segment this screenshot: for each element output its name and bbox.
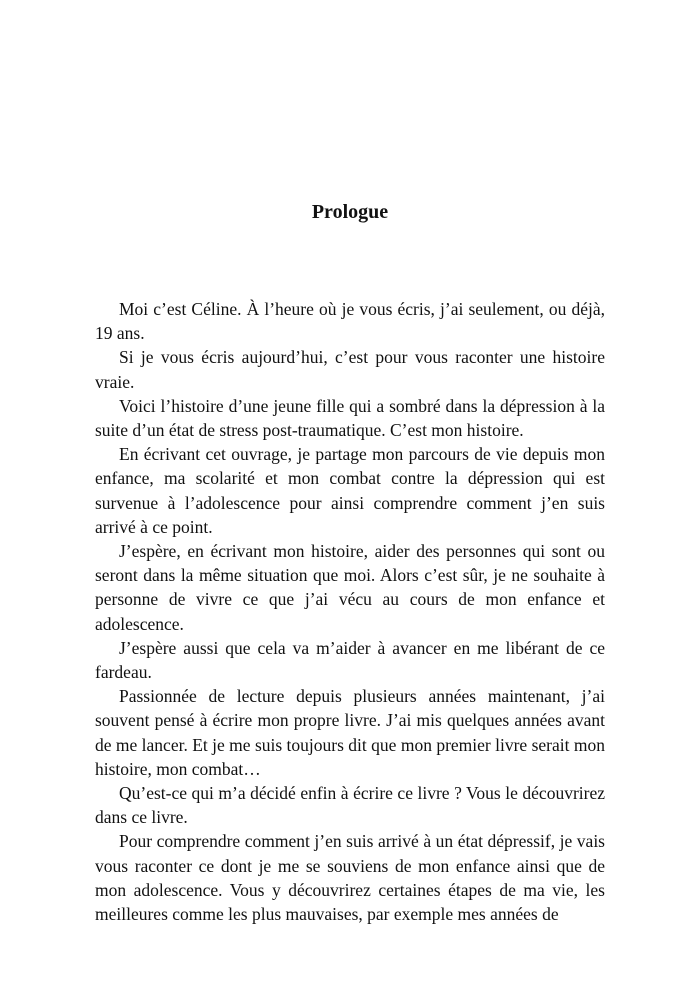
paragraph: J’espère, en écrivant mon histoire, aider des personnes qui sont ou seront dans la même situation que moi. Alors c’est sûr, je ne souhaite à personne de vivre ce que j’ai vécu au cours de mon enfance et adolescence. [95,541,605,634]
paragraph: J’espère aussi que cela va m’aider à avancer en me libérant de ce fardeau. [95,637,605,683]
paragraph: Voici l’histoire d’une jeune fille qui a sombré dans la dépression à la suite d’un état de stress post-traumatique. C’est mon histoire. [95,395,605,441]
paragraph: Si je vous écris aujourd’hui, c’est pour vous raconter une histoire vraie. [95,347,605,392]
paragraph: Passionnée de lecture depuis plusieurs années maintenant, j’ai souvent pensé à écrire mon propre livre. J’ai mis quelques années avant de me lancer. Et je me suis toujours dit que mon premier livre serait mon histoire, mon combat… [95,686,605,779]
paragraph: En écrivant cet ouvrage, je partage mon parcours de vie depuis mon enfance, ma scolarité et mon combat contre la dépression qui est survenue à l’adolescence pour ainsi comprendre comment j’en suis arrivé à ce point. [95,444,605,537]
paragraph: Qu’est-ce qui m’a décidé enfin à écrire ce livre ? Vous le découvrirez dans ce livre. [95,783,605,828]
prologue-text [95,297,605,926]
paragraph: Pour comprendre comment j’en suis arrivé à un état dépressif, je vais vous raconter ce dont je me se souviens de mon enfance ainsi que de mon adolescence. Vous y découvrirez certaines étapes de ma vie, les meilleures comme les plus mauvaises, par exemple mes années de [95,831,605,925]
chapter-title: Prologue [311,201,389,223]
paragraph: Moi c’est Céline. À l’heure où je vous écris, j’ai seulement, ou déjà, 19 ans. [95,299,605,344]
